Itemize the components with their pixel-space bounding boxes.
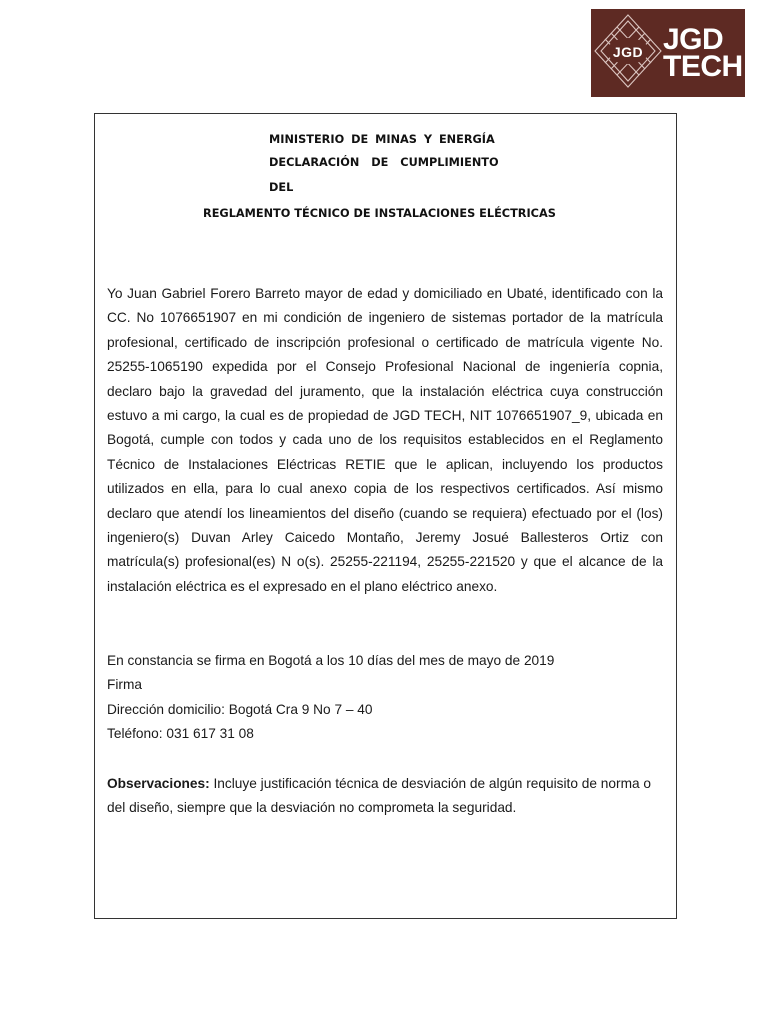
- header-declaration: DECLARACIÓN DE CUMPLIMIENTO: [269, 156, 499, 169]
- logo-word-line1: JGD: [663, 23, 724, 56]
- company-logo: [591, 9, 745, 97]
- address-line: Dirección domicilio: Bogotá Cra 9 No 7 – 40: [107, 701, 373, 717]
- observations-text: Incluye justificación técnica de desviación de algún requisito de norma o del diseño, siempre que la desviación no comprometa la seguridad.: [107, 776, 652, 816]
- observations-block: [107, 772, 663, 821]
- header-del: DEL: [269, 181, 294, 194]
- logo-wordmark: [663, 23, 743, 83]
- header-regulation: REGLAMENTO TÉCNICO DE INSTALACIONES ELÉCTRICAS: [203, 207, 556, 220]
- declaration-frame: [94, 113, 677, 919]
- signature-place-date: En constancia se firma en Bogotá a los 10 días del mes de mayo de 2019: [107, 653, 555, 668]
- logo-word-line2: TECH: [663, 50, 743, 83]
- header-ministry: MINISTERIO DE MINAS Y ENERGÍA: [269, 133, 495, 146]
- phone-line: Teléfono: 031 617 31 08: [107, 726, 254, 742]
- logo-mark-text: JGD: [612, 44, 644, 60]
- signature-label: Firma: [107, 677, 142, 693]
- declaration-paragraph: Yo Juan Gabriel Forero Barreto mayor de edad y domiciliado en Ubaté, identificado con la CC. No 1076651907 en mi condición de ingeniero de sistemas portador de la matrícula profesional, certificado de inscripción profesional o certificado de matrícula vigente No. 25255-1065190 expedida por el Consejo Profesional Nacional de ingeniería copnia, declaro bajo la gravedad del juramento, que la instalación eléctrica cuya construcción estuvo a mi cargo, la cual es de propiedad de JGD TECH, NIT 1076651907_9, ubicada en Bogotá, cumple con todos y cada uno de los requisitos establecidos en el Reglamento Técnico de Instalaciones Eléctricas RETIE que le aplican, incluyendo los productos utilizados en ella, para lo cual anexo copia de los respectivos certificados. Así mismo declaro que atendí los lineamientos del diseño (cuando se requiera) efectuado por el (los) ingeniero(s) Duvan Arley Caicedo Montaño, Jeremy Josué Ballesteros Ortiz con matrícula(s) profesional(es) N o(s). 25255-221194, 25255-221520 y que el alcance de la instalación eléctrica es el expresado en el plano eléctrico anexo.: [107, 286, 663, 594]
- observations-label: Observaciones:: [107, 776, 210, 791]
- logo-diamond-icon: [591, 9, 673, 97]
- closing-block: [107, 649, 663, 747]
